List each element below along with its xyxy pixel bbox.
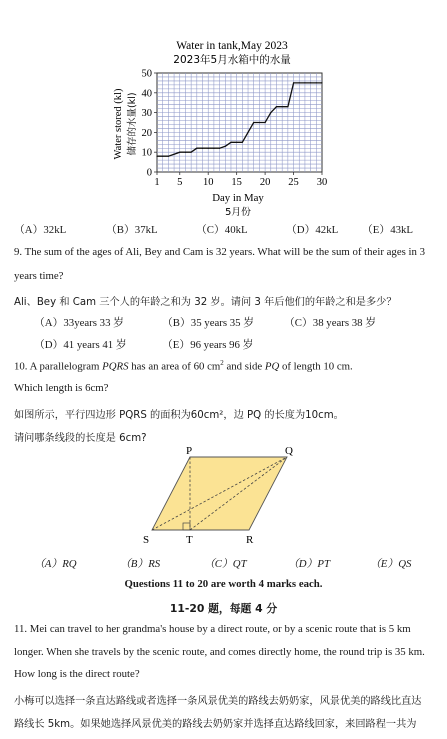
- chart-xlabel-cn: 5月份: [225, 207, 251, 218]
- data-point: [168, 156, 169, 157]
- q9-option-d: （D）41 years 41 岁: [34, 339, 127, 351]
- label-t: T: [186, 534, 193, 546]
- data-point: [253, 122, 254, 123]
- q10-text-en-1f: PQ: [264, 360, 280, 373]
- q10-text-cn-2: 请问哪条线段的长度是 6cm?: [14, 433, 147, 444]
- chart-title-en: Water in tank,May 2023: [176, 40, 288, 52]
- data-point: [162, 156, 163, 157]
- q11-text-cn-1: 小梅可以选择一条直达路线或者选择一条风景优美的路线去奶奶家，风景优美的路线比直达: [14, 696, 422, 707]
- data-point: [293, 82, 294, 83]
- chart-ylabel-cn: 储存的水量(kl): [127, 92, 138, 156]
- data-point: [236, 142, 237, 143]
- q8-option-c: （C）40kL: [196, 224, 248, 236]
- data-point: [213, 148, 214, 149]
- label-q: Q: [285, 445, 293, 457]
- q11-text-cn-2: 路线长 5km。如果她选择风景优美的路线去奶奶家并选择直达路线回家，来回路程一共为: [14, 719, 417, 730]
- q9-option-b: （B）35 years 35 岁: [162, 317, 255, 329]
- data-point: [173, 154, 174, 155]
- q10-text-en-2: Which length is 6cm?: [14, 382, 109, 394]
- x-tick-label: 30: [316, 177, 328, 188]
- line-chart: [0, 0, 447, 225]
- x-tick-label: 25: [288, 177, 299, 188]
- q9-option-c: （C）38 years 38 岁: [284, 317, 377, 329]
- data-point: [156, 156, 157, 157]
- data-point: [208, 148, 209, 149]
- x-tick-label: 5: [177, 177, 183, 188]
- q10-option-c: （C）QT: [204, 558, 247, 570]
- data-point: [179, 152, 180, 153]
- chart-xlabel-en: Day in May: [212, 192, 264, 204]
- data-point: [282, 106, 283, 107]
- q10-text-en-1b: PQRS: [102, 360, 129, 373]
- plot-area: [157, 73, 322, 172]
- q10-text-cn-1: 如图所示，平行四边形 PQRS 的面积为60cm²，边 PQ 的长度为10cm。: [14, 410, 344, 421]
- q10-text-en-1e: and side: [223, 360, 265, 373]
- chart-ylabel-en: Water stored (kl): [113, 88, 124, 160]
- parallelogram-figure: [0, 440, 447, 555]
- y-tick-label: 40: [141, 88, 152, 100]
- q10-text-en-1d: 2: [220, 359, 224, 367]
- q11-text-en-2: longer. When she travels by the scenic route, and comes directly home, the round trip is 35 km.: [14, 646, 425, 658]
- data-point: [259, 122, 260, 123]
- q10-option-b: （B）RS: [120, 558, 161, 570]
- chart-title-cn: 2023年5月水箱中的水量: [173, 54, 291, 66]
- data-point: [185, 152, 186, 153]
- label-p: P: [186, 445, 193, 457]
- q8-option-a: （A）32kL: [14, 224, 67, 236]
- data-point: [196, 148, 197, 149]
- q10-text-en-1a: 10. A parallelogram: [14, 360, 103, 373]
- label-s: S: [143, 534, 150, 546]
- data-point: [247, 132, 248, 133]
- x-tick-label: 1: [154, 177, 160, 188]
- q8-option-b: （B）37kL: [106, 224, 158, 236]
- q10-text-en-1g: of length 10 cm.: [279, 360, 353, 373]
- section-heading-en: Questions 11 to 20 are worth 4 marks each.: [124, 578, 323, 590]
- data-point: [304, 82, 305, 83]
- x-tick-label: 20: [259, 177, 271, 188]
- data-point: [299, 82, 300, 83]
- data-point: [287, 106, 288, 107]
- section-heading-cn: 11-20 题，每题 4 分: [169, 602, 278, 615]
- q9-text-en-2: years time?: [14, 270, 64, 282]
- data-point: [225, 146, 226, 147]
- data-point: [265, 122, 266, 123]
- y-tick-label: 0: [146, 167, 152, 179]
- data-point: [242, 142, 243, 143]
- y-tick-label: 50: [141, 68, 152, 80]
- data-point: [230, 142, 231, 143]
- q10-option-d: （D）PT: [288, 558, 330, 570]
- q10-text-en-1c: has an area of 60 cm: [128, 360, 221, 373]
- x-tick-label: 10: [202, 177, 214, 188]
- q8-option-e: （E）43kL: [362, 224, 413, 236]
- data-point: [270, 112, 271, 113]
- data-point: [310, 82, 311, 83]
- y-tick-label: 10: [141, 147, 152, 159]
- data-point: [321, 82, 322, 83]
- data-point: [219, 148, 220, 149]
- label-r: R: [246, 534, 254, 546]
- q9-text-cn: Ali、Bey 和 Cam 三个人的年龄之和为 32 岁。请问 3 年后他们的年龄之和是多少？: [14, 297, 397, 308]
- chart-grid: [157, 73, 322, 172]
- q10-option-a: （A）RQ: [34, 558, 77, 570]
- x-tick-label: 15: [231, 177, 242, 188]
- q8-option-d: （D）42kL: [286, 224, 339, 236]
- data-point: [202, 148, 203, 149]
- q10-text-en-1: [14, 359, 353, 373]
- data-point: [191, 152, 192, 153]
- y-tick-label: 30: [141, 108, 152, 120]
- y-tick-label: 20: [141, 127, 152, 139]
- data-point: [316, 82, 317, 83]
- data-point: [276, 106, 277, 107]
- q11-text-en-3: How long is the direct route?: [14, 668, 140, 680]
- q9-option-e: （E）96 years 96 岁: [162, 339, 254, 351]
- q9-option-a: （A）33years 33 岁: [34, 317, 124, 329]
- q10-option-e: （E）QS: [370, 558, 412, 570]
- q11-text-en-1: 11. Mei can travel to her grandma's house by a direct route, or by a scenic route that is 5 km: [14, 623, 411, 635]
- water-tank-chart: [0, 0, 447, 225]
- q9-text-en-1: 9. The sum of the ages of Ali, Bey and Cam is 32 years. What will be the sum of their ages in 3: [14, 246, 426, 258]
